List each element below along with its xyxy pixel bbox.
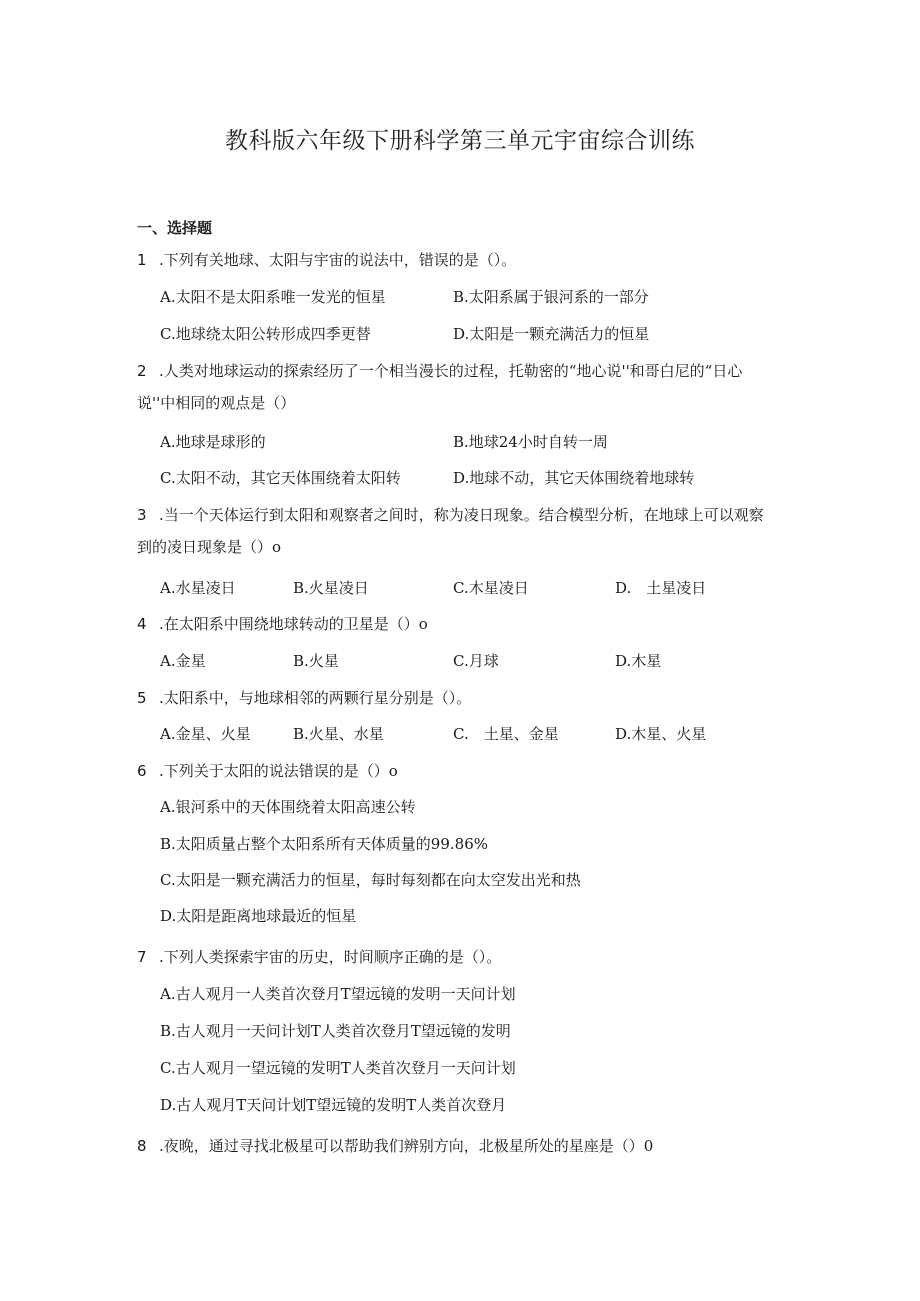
q4-option-d: D.木星 (615, 652, 662, 670)
q2-options-row-2 (160, 463, 800, 493)
q5-option-b: B.火星、水星 (293, 725, 384, 743)
q7-option-c: C.古人观月一望远镜的发明T人类首次登月一天问计划 (160, 1059, 516, 1077)
q7-option-a: A.古人观月一人类首次登月T望远镜的发明一天问计划 (160, 985, 516, 1003)
q1-option-a: A.太阳不是太阳系唯一发光的恒星 (160, 288, 386, 306)
q7-option-d: D.古人观月T天问计划T望远镜的发明T人类首次登月 (160, 1096, 507, 1114)
q3-options-row (160, 573, 800, 603)
question-text: .下列关于太阳的说法错误的是（）o (159, 762, 398, 780)
question-text: .下列有关地球、太阳与宇宙的说法中，错误的是（）。 (159, 251, 517, 269)
q6-option-b: B.太阳质量占整个太阳系所有天体质量的99.86% (160, 835, 488, 853)
q4-options-row (160, 646, 800, 676)
section-heading: 一、选择题 (137, 219, 213, 237)
question-text: .太阳系中，与地球相邻的两颗行星分别是（）。 (159, 689, 472, 707)
question-4 (137, 608, 797, 640)
q2-option-a: A.地球是球形的 (160, 433, 266, 451)
q4-option-c: C.月球 (453, 652, 499, 670)
q6-option-d: D.太阳是距离地球最近的恒星 (160, 907, 357, 925)
question-3 (137, 499, 797, 563)
q3-option-b: B.火星凌日 (293, 579, 369, 597)
question-6 (137, 755, 797, 787)
question-2 (137, 355, 797, 419)
q1-options-row-2 (160, 319, 800, 349)
question-8 (137, 1130, 797, 1162)
q4-option-a: A.金星 (160, 652, 206, 670)
question-text: .下列人类探索宇宙的历史，时间顺序正确的是（）。 (159, 948, 502, 966)
q6-option-a: A.银河系中的天体围绕着太阳高速公转 (160, 798, 416, 816)
q5-options-row (160, 719, 800, 749)
q5-option-d: D.木星、火星 (615, 725, 707, 743)
question-5 (137, 682, 797, 714)
question-number: 3 (137, 506, 147, 524)
q6-option-c: C.太阳是一颗充满活力的恒星，每时每刻都在向太空发出光和热 (160, 871, 581, 889)
q7-option-c-row (160, 1053, 800, 1083)
q7-option-b: B.古人观月一天问计划T人类首次登月T望远镜的发明 (160, 1022, 511, 1040)
q1-options-row-1 (160, 282, 800, 312)
q7-option-a-row (160, 979, 800, 1009)
q1-option-c: C.地球绕太阳公转形成四季更替 (160, 325, 371, 343)
question-number: 2 (137, 362, 147, 380)
q2-options-row-1 (160, 427, 800, 457)
question-7 (137, 941, 797, 973)
question-text: .在太阳系中围绕地球转动的卫星是（）o (159, 615, 428, 633)
q2-option-b: B.地球24小时自转一周 (453, 433, 608, 451)
question-number: 6 (137, 762, 147, 780)
question-1 (137, 244, 797, 276)
q6-option-c-row (160, 865, 800, 895)
q6-option-d-row (160, 901, 800, 931)
question-number: 7 (137, 948, 147, 966)
question-number: 1 (137, 251, 147, 269)
question-text: .夜晚，通过寻找北极星可以帮助我们辨别方向，北极星所处的星座是（）0 (159, 1137, 654, 1155)
q5-option-a: A.金星、火星 (160, 725, 251, 743)
q3-option-d: D. 土星凌日 (615, 579, 707, 597)
question-number: 8 (137, 1137, 147, 1155)
document-title: 教科版六年级下册科学第三单元宇宙综合训练 (225, 128, 695, 154)
q5-option-c: C. 土星、金星 (453, 725, 559, 743)
q2-option-c: C.太阳不动，其它天体围绕着太阳转 (160, 469, 401, 487)
question-text-line-1: .当一个天体运行到太阳和观察者之间时，称为凌日现象。结合模型分析，在地球上可以观察 (159, 506, 764, 524)
question-text-line-2: 到的凌日现象是（）o (137, 538, 282, 556)
q1-option-b: B.太阳系属于银河系的一部分 (453, 288, 649, 306)
q4-option-b: B.火星 (293, 652, 339, 670)
q7-option-d-row (160, 1090, 800, 1120)
q6-option-b-row (160, 829, 800, 859)
q3-option-c: C.木星凌日 (453, 579, 529, 597)
question-number: 5 (137, 689, 147, 707)
question-text-line-1: .人类对地球运动的探索经历了一个相当漫长的过程，托勒密的“地心说''和哥白尼的“日心 (159, 362, 743, 380)
question-text-line-2: 说''中相同的观点是（） (137, 394, 296, 412)
question-number: 4 (137, 615, 147, 633)
q2-option-d: D.地球不动，其它天体围绕着地球转 (453, 469, 695, 487)
q1-option-d: D.太阳是一颗充满活力的恒星 (453, 325, 650, 343)
q3-option-a: A.水星凌日 (160, 579, 236, 597)
q7-option-b-row (160, 1016, 800, 1046)
q6-option-a-row (160, 792, 800, 822)
